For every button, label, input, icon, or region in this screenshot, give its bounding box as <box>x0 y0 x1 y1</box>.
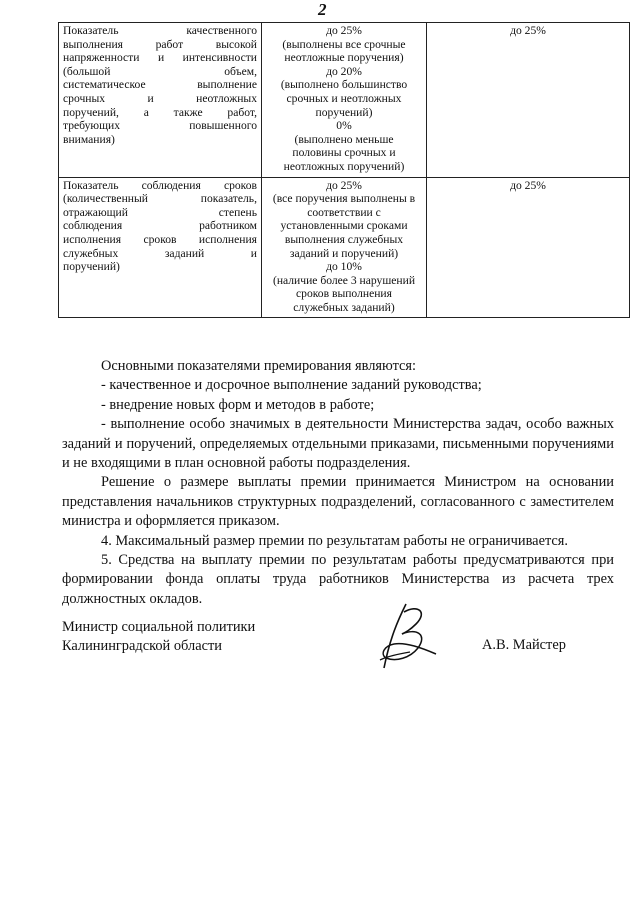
max-percent-cell: до 25% <box>427 177 630 318</box>
cell-line: требующих повышенного <box>63 119 257 133</box>
list-item: - качественное и досрочное выполнение заданий руководства; <box>101 377 482 394</box>
cell-line: (все поручения выполнены в <box>272 192 416 206</box>
cell-line: до 10% <box>326 260 362 274</box>
handwritten-signature <box>376 598 446 673</box>
cell-line: неотложных поручений) <box>283 159 405 173</box>
paragraph-decision: Решение о размере выплаты премии принимается Министром на основании представления начальников структурных подразделений, согласованного с заместителем министра и оформляется приказом. <box>62 474 614 530</box>
signatory-name: А.В. Майстер <box>482 637 566 653</box>
table-row <box>59 177 630 318</box>
table-row <box>59 23 630 178</box>
cell-line: (количественный показатель, <box>63 192 257 206</box>
cell-line: (большой объем, <box>63 64 257 78</box>
cell-line: (наличие более 3 нарушений <box>272 273 416 287</box>
cell-line: (выполнено меньше <box>294 132 394 146</box>
cell-line: поручений) <box>63 260 120 274</box>
list-item: - выполнение особо значимых в деятельности Министерства задач, особо важных заданий и поручений, определяемых отдельными приказами, письменными поручениями и не входящими в план основной работы подразделения. <box>62 416 614 472</box>
paragraph-item-4: 4. Максимальный размер премии по результатам работы не ограничивается. <box>101 532 569 549</box>
cell-line: до 25% <box>326 24 362 37</box>
cell-line: служебных заданий и <box>63 246 257 260</box>
cell-line: сроков выполнения <box>296 287 392 301</box>
cell-line: систематическое выполнение <box>63 78 257 92</box>
cell-line: выполнения служебных <box>284 232 404 246</box>
cell-line: до 20% <box>326 64 362 78</box>
cell-line: (выполнено большинство <box>280 78 408 92</box>
cell-line: поручений) <box>315 105 373 119</box>
cell-line: исполнения сроков исполнения <box>63 232 257 246</box>
cell-line: до 25% <box>326 178 362 192</box>
signatory-title-line: Министр социальной политики <box>62 619 256 635</box>
cell-line: установленными сроками <box>280 219 408 233</box>
indicator-cell <box>59 23 262 178</box>
cell-line: поручений, а также работ, <box>63 105 257 119</box>
cell-line: срочных и неотложных <box>63 91 257 105</box>
cell-line: внимания) <box>63 132 115 146</box>
cell-line: срочных и неотложных <box>286 91 402 105</box>
cell-line: соответствии с <box>307 205 381 219</box>
list-item: - внедрение новых форм и методов в работе; <box>101 396 375 413</box>
criteria-cell <box>262 23 427 178</box>
cell-line: отражающий степень <box>63 205 257 219</box>
signatory-title <box>62 618 255 656</box>
bonus-criteria-table <box>58 22 630 318</box>
cell-line: напряженности и интенсивности <box>63 51 257 65</box>
cell-line: соблюдения работником <box>63 219 257 233</box>
cell-line: неотложные поручения) <box>284 51 404 65</box>
document-body <box>62 357 614 609</box>
cell-line: 0% <box>336 119 352 133</box>
cell-line: Показатель качественного <box>63 24 257 37</box>
max-percent-cell: до 25% <box>427 23 630 178</box>
cell-line: заданий и поручений) <box>289 246 399 260</box>
paragraph-item-5: 5. Средства на выплату премии по результатам работы предусматриваются при формировании фонда оплаты труда работников Министерства из расчета трех должностных окладов. <box>62 552 614 607</box>
paragraph-intro: Основными показателями премирования являются: <box>101 358 417 374</box>
cell-line: служебных заданий) <box>293 300 395 314</box>
signatory-title-line: Калининградской области <box>62 638 222 654</box>
criteria-cell <box>262 177 427 318</box>
page-number: 2 <box>318 0 327 19</box>
cell-line: половины срочных и <box>292 146 396 160</box>
cell-line: (выполнены все срочные <box>282 37 406 51</box>
cell-line: выполнения работ высокой <box>63 37 257 51</box>
indicator-cell <box>59 177 262 318</box>
cell-line: Показатель соблюдения сроков <box>63 178 257 192</box>
